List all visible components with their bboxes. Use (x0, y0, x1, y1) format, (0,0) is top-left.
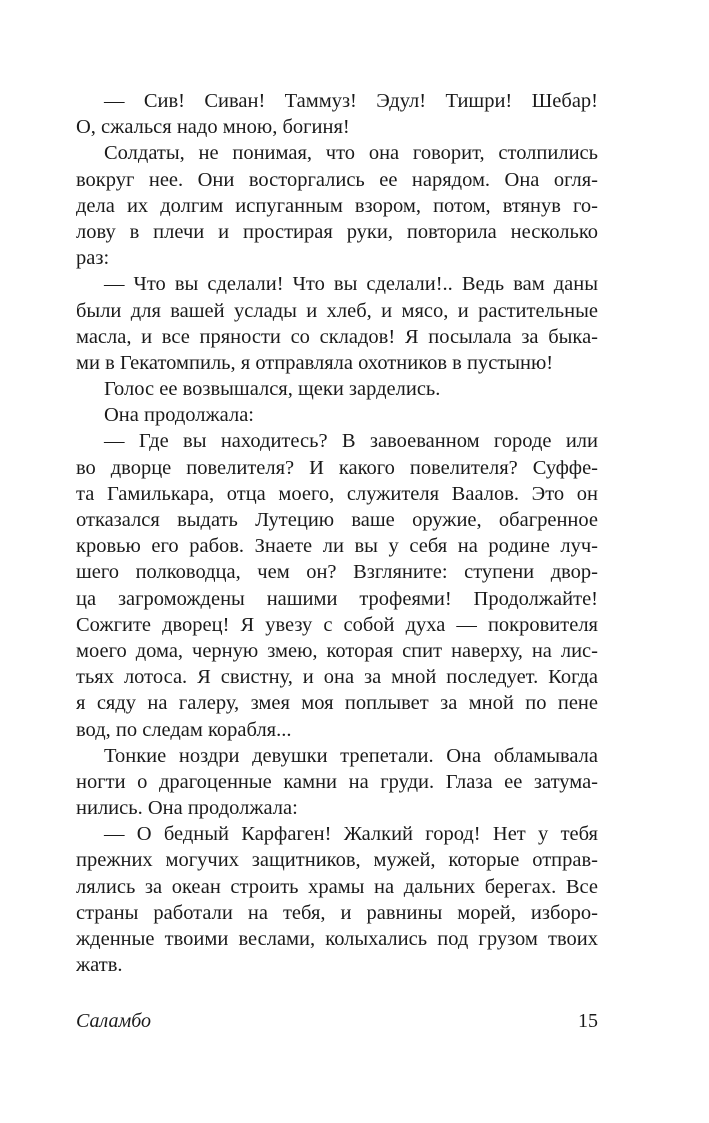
text-line: дела их долгим испуганным взором, потом, втянув го- (76, 194, 598, 217)
text-line: кровью его рабов. Знаете ли вы у себя на родине луч- (76, 535, 598, 558)
text-line: были для вашей услады и хлеб, и мясо, и растительные (76, 299, 598, 322)
text-line: та Гамилькара, отца моего, служителя Ваалов. Это он (76, 482, 598, 505)
text-line: Голос ее возвышался, щеки зарделись. (104, 378, 441, 401)
page-number: 15 (578, 1010, 598, 1032)
text-line: прежних могучих защитников, мужей, которые отправ- (76, 849, 598, 872)
text-line: масла, и все пряности со складов! Я посылала за быка- (76, 325, 598, 348)
text-line: нились. Она продолжала: (76, 797, 298, 820)
text-line: ми в Гекатомпиль, я отправляла охотников в пустыню! (76, 351, 554, 374)
text-line: Сожгите дворец! Я увезу с собой духа — покровителя (76, 613, 598, 636)
text-line: — Где вы находитесь? В завоеванном городе или (104, 430, 598, 453)
text-line: лову в плечи и простирая руки, повторила несколько (76, 220, 598, 243)
text-line: О, сжалься надо мною, богиня! (76, 116, 350, 139)
text-line: — О бедный Карфаген! Жалкий город! Нет у тебя (104, 823, 598, 846)
text-line: жатв. (76, 954, 123, 977)
text-line: Солдаты, не понимая, что она говорит, столпились (104, 142, 598, 165)
text-line: отказался выдать Лутецию ваше оружие, обагренное (76, 509, 598, 531)
text-line: Тонкие ноздри девушки трепетали. Она обламывала (104, 744, 598, 767)
body-text (76, 88, 598, 978)
text-line: во дворце повелителя? И какого повелителя? Суффе- (76, 456, 598, 479)
text-line: я сяду на галеру, змея моя поплывет за мной по пене (76, 692, 598, 715)
text-line: — Сив! Сиван! Таммуз! Эдул! Тишри! Шебар! (104, 90, 598, 112)
text-line: ца загромождены нашими трофеями! Продолжайте! (76, 587, 598, 610)
text-line: жденные твоими веслами, колыхались под грузом твоих (76, 928, 598, 950)
text-line: вокруг нее. Они восторгались ее нарядом. Она огля- (76, 168, 598, 191)
running-footer-title: Саламбо (76, 1010, 151, 1032)
text-line: Она продолжала: (104, 404, 254, 427)
text-line: вод, по следам корабля... (76, 718, 292, 741)
text-line: тьях лотоса. Я свистну, и она за мной последует. Когда (76, 666, 598, 689)
text-line: лялись за океан строить храмы на дальних берегах. Все (76, 875, 598, 898)
text-line: раз: (76, 247, 110, 270)
text-line: шего полководца, чем он? Взгляните: ступени двор- (76, 561, 598, 584)
text-line: страны работали на тебя, и равнины морей, изборо- (76, 901, 598, 924)
text-line: — Что вы сделали! Что вы сделали!.. Ведь вам даны (104, 273, 598, 296)
text-line: ногти о драгоценные камни на груди. Глаза ее затума- (76, 770, 598, 793)
text-line: моего дома, черную змею, которая спит наверху, на лис- (76, 639, 598, 662)
